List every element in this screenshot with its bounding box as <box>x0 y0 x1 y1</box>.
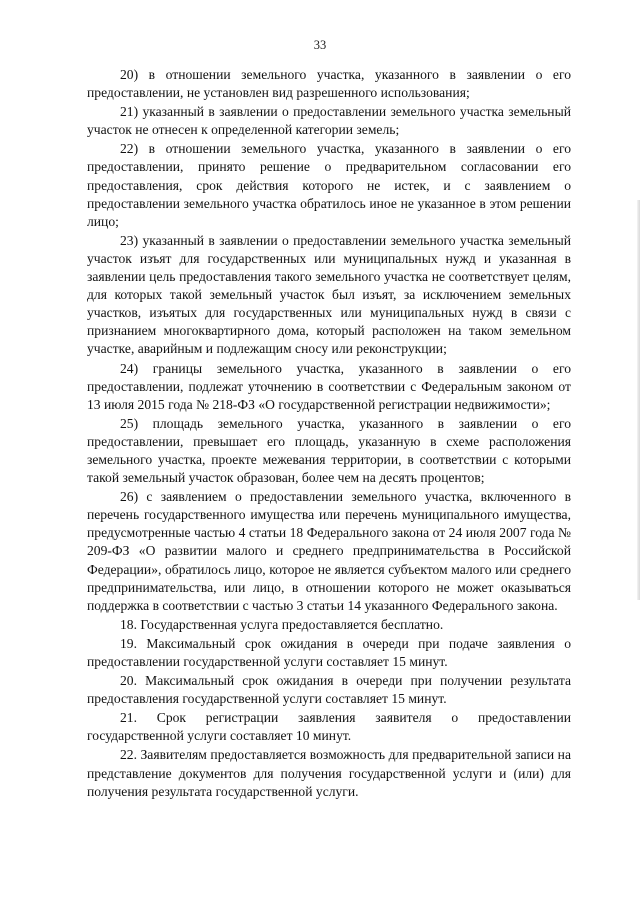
document-body <box>87 66 571 802</box>
paragraph-item-22: 22) в отношении земельного участка, указанного в заявлении о его предоставлении, принято решение о предварительном согласовании его предоставления, срок действия которого не истек, и с заявлением о предоставлении земельного участка обратилось иное не указанное в этом решении лицо; <box>87 141 571 229</box>
paragraph-clause-18: 18. Государственная услуга предоставляется бесплатно. <box>120 616 444 632</box>
paragraph-item-23: 23) указанный в заявлении о предоставлении земельного участка земельный участок изъят для государственных или муниципальных нужд и указанная в заявлении цель предоставления такого земельного участка не соответствует целям, для которых такой земельный участок был изъят, за исключением земельных участков, изъятых для государственных или муниципальных нужд в связи с признанием многоквартирного дома, который расположен на таком земельном участке, аварийным и подлежащим сносу или реконструкции; <box>87 232 571 357</box>
paragraph-item-25: 25) площадь земельного участка, указанного в заявлении о его предоставлении, превышает его площадь, указанную в схеме расположения земельного участка, проекте межевания территории, в соответствии с которыми такой земельный участок образован, более чем на десять процентов; <box>87 415 571 486</box>
paragraph-item-26: 26) с заявлением о предоставлении земельного участка, включенного в перечень государственного имущества или перечень муниципального имущества, предусмотренные частью 4 статьи 18 Федерального закона от 24 июля 2007 года № 209-ФЗ «О развитии малого и среднего предпринимательства в Российской Федерации», обратилось лицо, которое не является субъектом малого или среднего предпринимательства, или лицо, в отношении которого не может оказываться поддержка в соответствии с частью 3 статьи 14 указанного Федерального закона. <box>87 489 571 613</box>
paragraph-item-24: 24) границы земельного участка, указанного в заявлении о его предоставлении, подлежат уточнению в соответствии с Федеральным законом от 13 июля 2015 года № 218-ФЗ «О государственной регистрации недвижимости»; <box>87 360 571 412</box>
paragraph-item-20: 20) в отношении земельного участка, указанного в заявлении о его предоставлении, не установлен вид разрешенного использования; <box>87 67 571 101</box>
paragraph-clause-21: 21. Срок регистрации заявления заявителя о предоставлении государственной услуги составляет 10 минут. <box>87 710 571 744</box>
paragraph-clause-22: 22. Заявителям предоставляется возможность для предварительной записи на представление документов для получения государственной услуги и (или) для получения результата государственной услуги. <box>87 747 571 799</box>
paragraph-clause-19: 19. Максимальный срок ожидания в очереди при подаче заявления о предоставлении государственной услуги составляет 15 минут. <box>87 635 571 669</box>
paragraph-clause-20: 20. Максимальный срок ожидания в очереди при получении результата предоставления государственной услуги составляет 15 минут. <box>87 673 571 707</box>
page-number: 33 <box>313 38 327 52</box>
paragraph-item-21: 21) указанный в заявлении о предоставлении земельного участка земельный участок не отнесен к определенной категории земель; <box>87 104 571 138</box>
